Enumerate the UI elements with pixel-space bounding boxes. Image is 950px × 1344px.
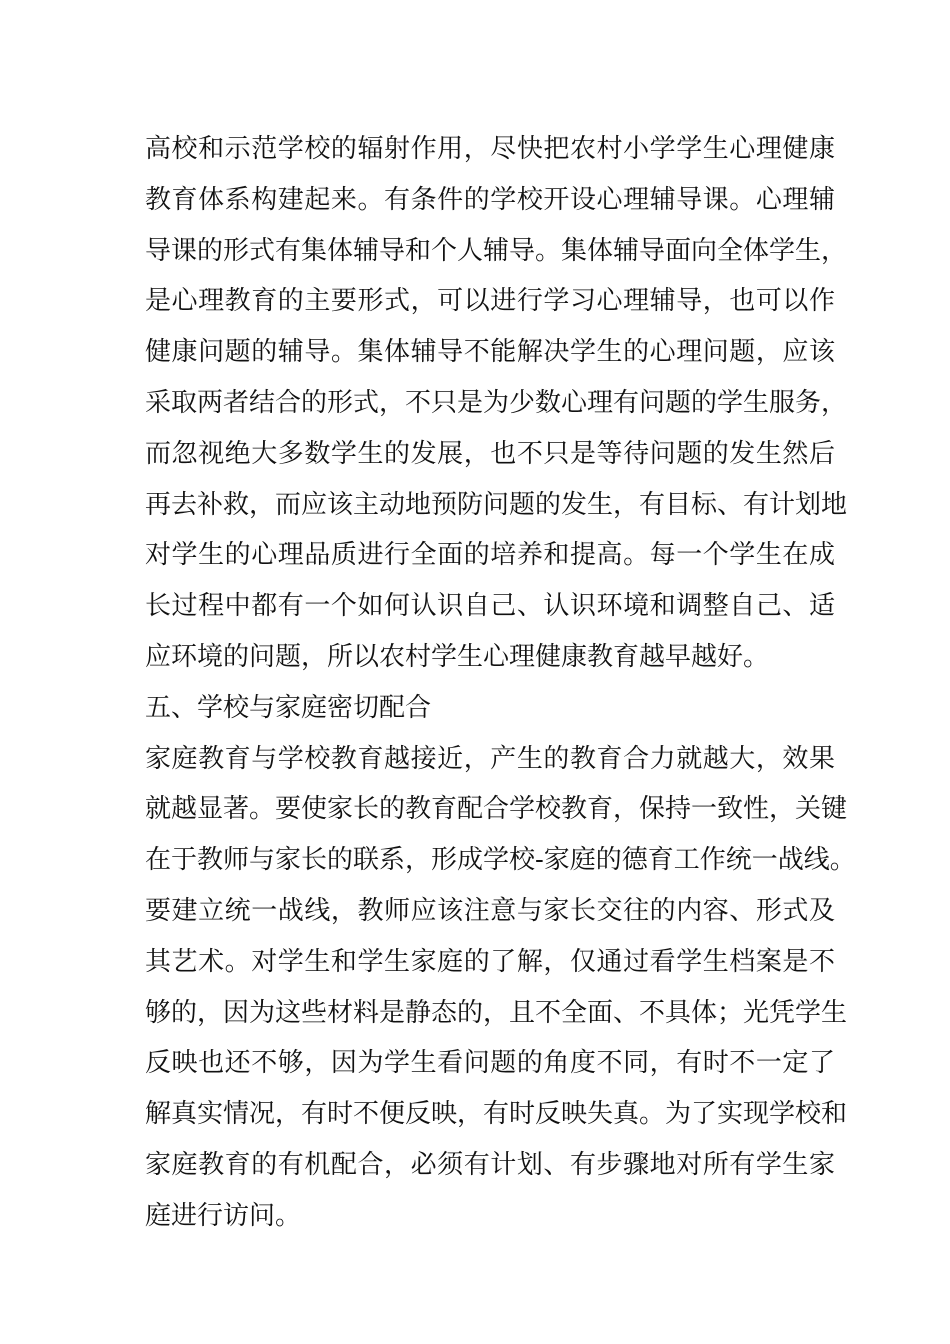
paragraph-line-21: 家庭教育的有机配合，必须有计划、有步骤地对所有学生家 <box>145 1149 835 1180</box>
paragraph-line-2: 教育体系构建起来。有条件的学校开设心理辅导课。心理辅 <box>145 184 835 215</box>
document-body <box>145 124 856 1242</box>
paragraph-line-18: 够的，因为这些材料是静态的，且不全面、不具体；光凭学生 <box>145 997 848 1028</box>
paragraph-line-8: 再去补救，而应该主动地预防问题的发生，有目标、有计划地 <box>145 489 848 520</box>
paragraph-line-5: 健康问题的辅导。集体辅导不能解决学生的心理问题，应该 <box>145 337 835 368</box>
paragraph-line-19: 反映也还不够，因为学生看问题的角度不同，有时不一定了 <box>145 1048 835 1079</box>
paragraph-line-1: 高校和示范学校的辐射作用，尽快把农村小学学生心理健康 <box>145 134 835 164</box>
paragraph-line-9: 对学生的心理品质进行全面的培养和提高。每一个学生在成 <box>145 540 835 571</box>
paragraph-line-6: 采取两者结合的形式，不只是为少数心理有问题的学生服务， <box>145 387 848 418</box>
paragraph-line-4: 是心理教育的主要形式，可以进行学习心理辅导，也可以作 <box>145 286 835 317</box>
paragraph-line-20: 解真实情况，有时不便反映，有时反映失真。为了实现学校和 <box>145 1099 848 1130</box>
paragraph-line-22: 庭进行访问。 <box>145 1200 302 1231</box>
paragraph-line-3: 导课的形式有集体辅导和个人辅导。集体辅导面向全体学生， <box>145 235 848 266</box>
section-heading: 五、学校与家庭密切配合 <box>145 692 432 723</box>
paragraph-line-11: 应环境的问题，所以农村学生心理健康教育越早越好。 <box>145 641 770 672</box>
paragraph-line-13: 家庭教育与学校教育越接近，产生的教育合力就越大，效果 <box>145 743 835 774</box>
paragraph-line-14: 就越显著。要使家长的教育配合学校教育，保持一致性，关键 <box>145 794 848 825</box>
paragraph-line-16: 要建立统一战线，教师应该注意与家长交往的内容、形式及 <box>145 895 835 926</box>
paragraph-line-7: 而忽视绝大多数学生的发展，也不只是等待问题的发生然后 <box>145 438 835 469</box>
paragraph-line-17: 其艺术。对学生和学生家庭的了解，仅通过看学生档案是不 <box>145 946 835 977</box>
paragraph-line-15: 在于教师与家长的联系，形成学校-家庭的德育工作统一战线。 <box>145 845 856 876</box>
paragraph-line-10: 长过程中都有一个如何认识自己、认识环境和调整自己、适 <box>145 591 835 622</box>
